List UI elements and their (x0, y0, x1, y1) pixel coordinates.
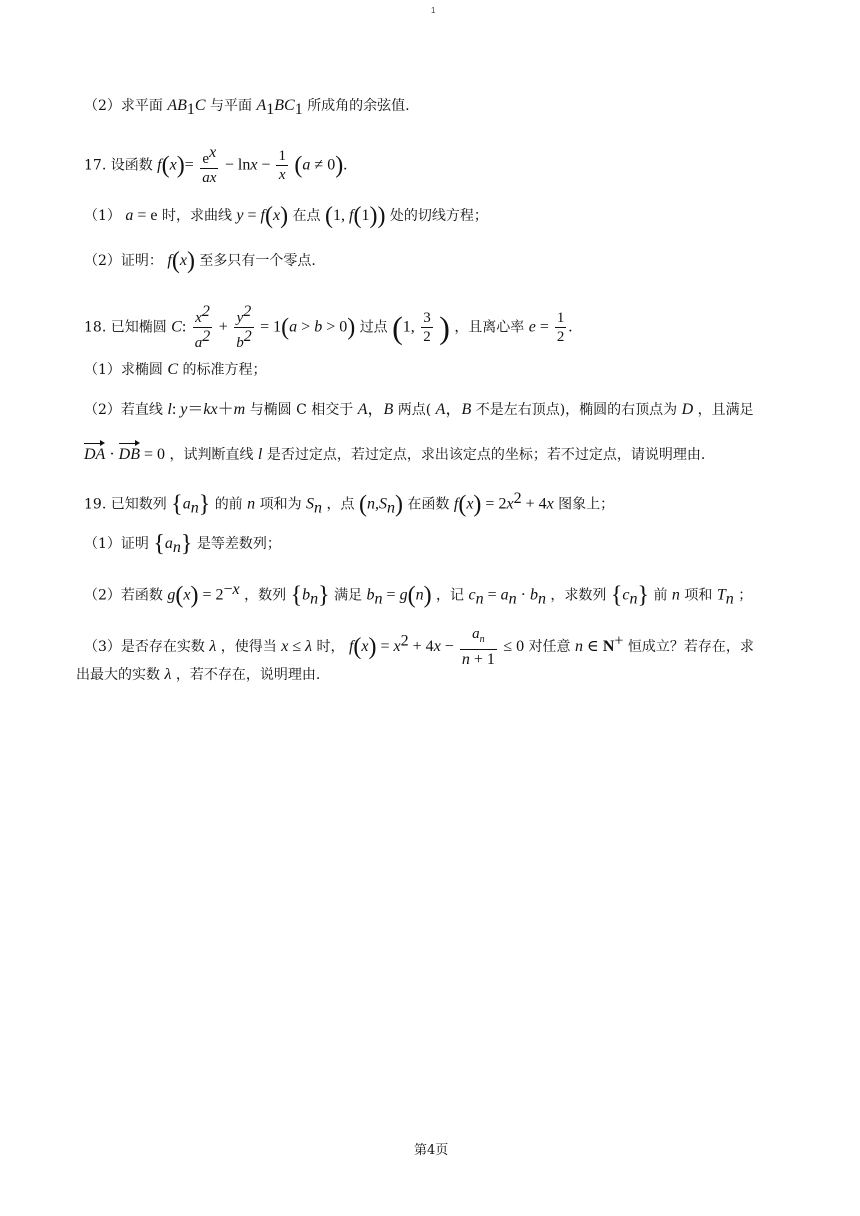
fraction: $\frac{y^2}{b^2}$ (236, 303, 252, 351)
q19-part3: （3）是否存在实数 λ ，使得当 x ≤ λ 时， $f(x) = x^2 + 4x$ − $\frac{a_n}{n + 1}$ ≤ 0 对任意 n ∈ N+ 恒成立？若存在，求 (84, 626, 754, 668)
q17-part2: （2）证明： f(x) 至多只有一个零点. (84, 248, 316, 274)
q19-part3-line2b: ，若不存在，说明理由. (175, 667, 321, 683)
q19-part3-t2: 时， (316, 639, 345, 655)
page-mark: 1 (431, 6, 436, 15)
q18-intro: 18. 已知椭圆 C: $\frac{x^2}{a^2}$ + $\frac{y^2}{b^2}$ = 1(a > b > 0) 过点 (1, $\frac{3}{2}$ ) ，且离心率 e = $\frac{1}{2}$ . (84, 303, 573, 351)
q19-part3-line2: 出最大的实数 λ ，若不存在，说明理由. (76, 666, 321, 683)
fraction: $\frac{3}{2}$ (423, 310, 431, 345)
fraction: $\frac{e^x}{ax}$ (202, 144, 217, 186)
q17-part1-text2: 在点 (292, 208, 321, 224)
q19-part3-line2-text: 出最大的实数 (76, 667, 160, 683)
q18-part2-t4: ，且满足 (697, 402, 754, 418)
q17-part2-label: （2）证明： (84, 253, 163, 269)
q17-part1-label: （1） (84, 208, 121, 224)
q19-part1: （1）证明 $\{a_n\}$ 是等差数列； (84, 531, 281, 557)
q17-part1: （1） a = e 时，求曲线 y = f(x) 在点 (1, f(1)) 处的切线方程； (84, 203, 488, 229)
q18-part2-line2: DA · DB = 0 ，试判断直线 l 是否过定点，若过定点，求出该定点的坐标；若不过定点，请说明理由. (84, 446, 706, 463)
q19-t3: ，点 (326, 496, 355, 513)
q18-part2-t2: 两点( (397, 402, 432, 418)
q18-part1: （1）求椭圆 C 的标准方程； (84, 361, 267, 378)
q18-part2-t3: 不是左右顶点)，椭圆的右顶点为 (475, 402, 678, 418)
fraction: $\frac{a_n}{n + 1}$ (461, 626, 495, 668)
q19-part3-t1: ，使得当 (220, 639, 277, 655)
q17-part1-text1: 时，求曲线 (161, 208, 232, 224)
q19-part2-label: （2）若函数 (84, 587, 163, 604)
fraction: $\frac{1}{x}$ (278, 148, 286, 183)
q16-part2: （2）求平面 $AB_1C$ 与平面 $A_1BC_1$ 所成角的余弦值. (84, 97, 410, 118)
q18-part1-text: 的标准方程； (182, 362, 267, 378)
q19-part2-t6: 项和 (684, 587, 713, 604)
q19-part2: （2）若函数 $g(x) = 2^{-x}$ ，数列 $\{b_n\}$ 满足 $b_n = g(n)$ ，记 $c_n = a_n \cdot b_n$ ，求数列 $\{c_n\}$ 前 n 项和 $T_n$ ； (84, 581, 753, 609)
fraction: $\frac{x^2}{a^2}$ (194, 303, 211, 351)
q19-part2-t5: 前 (653, 587, 668, 604)
q16-part2-prefix: （2）求平面 (84, 98, 163, 114)
q17-part1-text3: 处的切线方程； (389, 208, 488, 224)
q17-intro-text: 17. 设函数 (84, 157, 153, 174)
q19-part3-label: （3）是否存在实数 (84, 639, 205, 655)
q16-part2-mid: 与平面 (210, 98, 253, 114)
q19-part1-label: （1）证明 (84, 536, 149, 552)
q19-part2-t1: ，数列 (244, 587, 287, 604)
q19-part2-t2: 满足 (334, 587, 363, 604)
q19-intro-text: 19. 已知数列 (84, 496, 167, 513)
q18-part2-line2a: ，试判断直线 (169, 447, 254, 463)
q18-part2-label: （2）若直线 (84, 402, 163, 418)
q19-intro: 19. 已知数列 $\{a_n\}$ 的前 n 项和为 $S_n$ ，点 $(n,S_n)$ 在函数 $f(x) = 2x^2 + 4x$ 图象上； (84, 490, 615, 518)
q19-part2-t4: ，求数列 (550, 587, 607, 604)
q18-intro-text: 18. 已知椭圆 (84, 319, 167, 336)
q19-t2: 项和为 (259, 496, 302, 513)
q19-t1: 的前 (214, 496, 243, 513)
q19-part2-t3: ，记 (436, 587, 465, 604)
q18-part2-line2b: 是否过定点，若过定点，求出该定点的坐标；若不过定点，请说明理由. (266, 447, 706, 463)
q18-ecc: ，且离心率 (454, 319, 525, 336)
q19-part1-text: 是等差数列； (196, 536, 281, 552)
q19-part3-t4: 恒成立？若存在，求 (627, 639, 754, 655)
fraction: $\frac{1}{2}$ (556, 310, 565, 345)
q17-part2-text: 至多只有一个零点. (199, 253, 316, 269)
q19-t5: 图象上； (558, 496, 615, 513)
q17-intro: 17. 设函数 f(x)= $\frac{e^x}{ax}$ − lnx − $\frac{1}{x}$ (a ≠ 0). (84, 144, 348, 186)
q18-part2-t1: 与椭圆 C 相交于 (249, 402, 354, 418)
page-footer: 第4页 (414, 1143, 449, 1158)
q19-part3-t3: 对任意 (528, 639, 571, 655)
q18-pass: 过点 (359, 319, 388, 336)
q16-part2-suffix: 所成角的余弦值. (307, 98, 410, 114)
q18-part2: （2）若直线 l: y＝kx＋m 与椭圆 C 相交于 A，B 两点( A，B 不是左右顶点)，椭圆的右顶点为 D ，且满足 (84, 401, 754, 418)
q18-part1-label: （1）求椭圆 (84, 362, 163, 378)
q19-part2-t7: ； (738, 587, 753, 604)
q19-t4: 在函数 (407, 496, 450, 513)
